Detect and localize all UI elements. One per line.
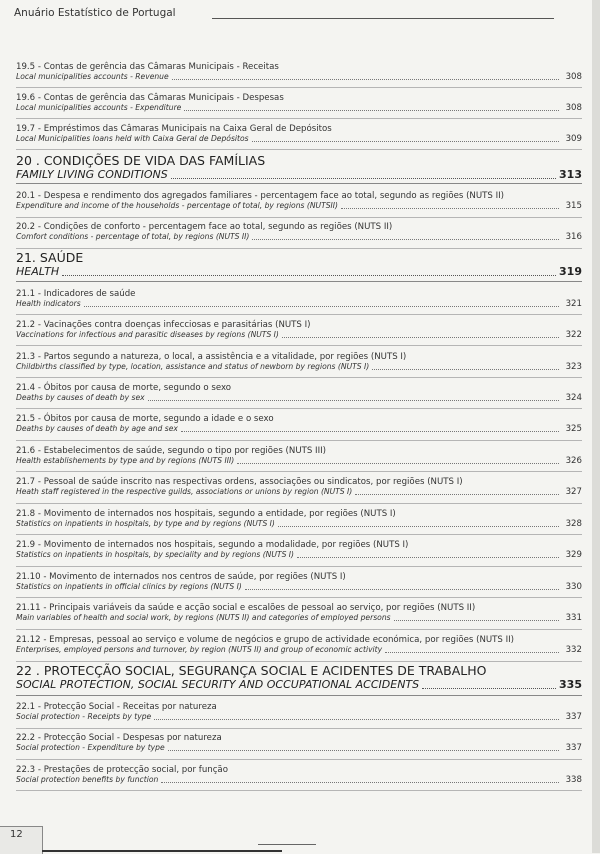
divider: [16, 728, 582, 729]
dot-leader: [245, 589, 559, 590]
toc-entry-page: 332: [565, 645, 582, 655]
divider: [16, 149, 582, 150]
toc-entry[interactable]: [16, 635, 582, 655]
toc-entry-page: 329: [565, 550, 582, 560]
divider: [16, 661, 582, 662]
toc-entry-title-en: Social protection - Expenditure by type: [16, 743, 165, 752]
toc-entry-page: 325: [565, 424, 582, 434]
dot-leader: [181, 431, 559, 432]
toc-entry-page: 316: [565, 232, 582, 242]
running-header-title: Anuário Estatístico de Portugal: [14, 7, 176, 19]
dot-leader: [148, 400, 559, 401]
dot-leader: [355, 494, 559, 495]
divider: [16, 471, 582, 472]
toc-entry[interactable]: [16, 702, 582, 722]
toc-entry-title-en: Health indicators: [16, 299, 81, 308]
toc-entry-page: 330: [565, 582, 582, 592]
divider: [16, 314, 582, 315]
chapter-page: 335: [559, 678, 582, 691]
toc-entry-page: 308: [565, 103, 582, 113]
toc-entry-title-pt: 21.1 - Indicadores de saúde: [16, 289, 136, 299]
toc-entry-title-pt: 21.9 - Movimento de internados nos hospitais, segundo a modalidade, por regiões (NUTS I): [16, 540, 409, 550]
dot-leader: [154, 719, 559, 720]
dot-leader: [341, 208, 559, 209]
chapter-title-en: SOCIAL PROTECTION, SOCIAL SECURITY AND OCCUPATIONAL ACCIDENTS: [16, 678, 420, 691]
toc-entry[interactable]: [16, 540, 582, 560]
toc-entry-page: 309: [565, 134, 582, 144]
toc-entry-title-en: Local Municipalities loans held with Caixa Geral de Depósitos: [16, 134, 249, 143]
toc-entry-page: 324: [565, 393, 582, 403]
dot-leader: [372, 369, 559, 370]
dot-leader: [62, 275, 556, 276]
toc-entry-title-pt: 21.11 - Principais variáveis da saúde e acção social e escalões de pessoal ao serviço, por regiões (NUTS II): [16, 603, 476, 613]
dot-leader: [385, 652, 559, 653]
chapter-title-en: FAMILY LIVING CONDITIONS: [16, 168, 168, 181]
divider: [16, 183, 582, 184]
toc-entry-title-pt: 21.8 - Movimento de internados nos hospitais, segundo a entidade, por regiões (NUTS I): [16, 509, 396, 519]
toc-entry[interactable]: [16, 603, 582, 623]
divider: [16, 217, 582, 218]
toc-entry-title-pt: 21.3 - Partos segundo a natureza, o local, a assistência e a vitalidade, por regiões (NUTS I): [16, 352, 407, 362]
toc-entry[interactable]: [16, 572, 582, 592]
dot-leader: [168, 750, 559, 751]
footer-rule: [42, 850, 282, 852]
toc-entry-title-en: Local municipalities accounts - Revenue: [16, 72, 169, 81]
toc-entry-title-pt: 21.6 - Estabelecimentos de saúde, segundo o tipo por regiões (NUTS III): [16, 446, 327, 456]
toc-entry[interactable]: [16, 414, 582, 434]
chapter-page: 313: [559, 168, 582, 181]
toc-entry-title-pt: 22.1 - Protecção Social - Receitas por natureza: [16, 702, 217, 712]
dot-leader: [252, 239, 559, 240]
divider: [16, 408, 582, 409]
toc-entry[interactable]: [16, 509, 582, 529]
toc-entry-title-pt: 20.2 - Condições de conforto - percentagem face ao total, segundo as regiões (NUTS II): [16, 222, 393, 232]
dot-leader: [184, 110, 559, 111]
toc-entry[interactable]: [16, 477, 582, 497]
toc-entry[interactable]: [16, 446, 582, 466]
toc-entry-title-pt: 22.2 - Protecção Social - Despesas por natureza: [16, 733, 222, 743]
toc-entry-page: 323: [565, 362, 582, 372]
divider: [16, 440, 582, 441]
toc-entry-title-en: Heath staff registered in the respective guilds, associations or unions by region (NUTS I): [16, 487, 353, 496]
toc-entry-title-pt: 19.6 - Contas de gerência das Câmaras Municipais - Despesas: [16, 93, 284, 103]
toc-entry-title-en: Childbirths classified by type, location, assistance and status of newborn by regions (NUTS I): [16, 362, 370, 371]
divider: [16, 118, 582, 119]
toc-entry-page: 308: [565, 72, 582, 82]
toc-entry-title-en: Main variables of health and social work, by regions (NUTS II) and categories of employed persons: [16, 613, 391, 622]
toc-entry-page: 331: [565, 613, 582, 623]
toc-entry-title-en: Enterprises, employed persons and turnover, by region (NUTS II) and group of economic activity: [16, 645, 383, 654]
dot-leader: [237, 463, 559, 464]
toc-entry-title-pt: 21.5 - Óbitos por causa de morte, segundo a idade e o sexo: [16, 414, 274, 424]
toc-entry-title-en: Social protection - Receipts by type: [16, 712, 152, 721]
divider: [16, 629, 582, 630]
toc-entry[interactable]: [16, 191, 582, 211]
toc-entry-title-pt: 21.12 - Empresas, pessoal ao serviço e volume de negócios e grupo de actividade económica, por regiões (NUTS II): [16, 635, 515, 645]
toc-entry-title-en: Vaccinations for infectious and parasitic diseases by regions (NUTS I): [16, 330, 279, 339]
divider: [16, 534, 582, 535]
header-rule: [212, 18, 554, 19]
toc-entry-page: 328: [565, 519, 582, 529]
toc-entry-title-pt: 19.5 - Contas de gerência das Câmaras Municipais - Receitas: [16, 62, 279, 72]
dot-leader: [422, 688, 556, 689]
divider: [16, 566, 582, 567]
divider: [16, 597, 582, 598]
divider: [16, 790, 582, 791]
toc-entry-title-en: Statistics on inpatients in hospitals, by speciality and by regions (NUTS I): [16, 550, 294, 559]
chapter-heading[interactable]: [16, 664, 582, 691]
toc-entry-title-en: Deaths by causes of death by age and sex: [16, 424, 178, 433]
toc-entry-title-en: Social protection benefits by function: [16, 775, 159, 784]
toc-entry[interactable]: [16, 222, 582, 242]
dot-leader: [282, 337, 559, 338]
chapter-title-pt: 21. SAÚDE: [16, 250, 84, 265]
toc-entry-page: 337: [565, 743, 582, 753]
dot-leader: [161, 782, 559, 783]
chapter-title-pt: 22 . PROTECÇÃO SOCIAL, SEGURANÇA SOCIAL E ACIDENTES DE TRABALHO: [16, 663, 487, 678]
toc-entry[interactable]: [16, 93, 582, 113]
chapter-heading[interactable]: [16, 251, 582, 278]
toc-entry-title-pt: 21.7 - Pessoal de saúde inscrito nas respectivas ordens, associações ou sindicatos, por regiões (NUTS I): [16, 477, 463, 487]
dot-leader: [171, 178, 556, 179]
toc-entry-title-en: Comfort conditions - percentage of total, by regions (NUTS II): [16, 232, 250, 241]
divider: [16, 695, 582, 696]
footer-rule-short: [258, 844, 316, 845]
toc-entry-title-pt: 20.1 - Despesa e rendimento dos agregados familiares - percentagem face ao total, segundo as regiões (NUTS II): [16, 191, 505, 201]
toc-entry-title-en: Deaths by causes of death by sex: [16, 393, 145, 402]
toc-entry-title-pt: 21.2 - Vacinações contra doenças infecciosas e parasitárias (NUTS I): [16, 320, 311, 330]
toc-entry[interactable]: [16, 765, 582, 785]
toc-entry-title-pt: 19.7 - Empréstimos das Câmaras Municipais na Caixa Geral de Depósitos: [16, 124, 332, 134]
chapter-title-pt: 20 . CONDIÇÕES DE VIDA DAS FAMÍLIAS: [16, 153, 266, 168]
toc-entry-title-en: Statistics on inpatients in official clinics by regions (NUTS I): [16, 582, 242, 591]
toc-entry-page: 315: [565, 201, 582, 211]
dot-leader: [297, 557, 559, 558]
toc-entry-title-pt: 21.10 - Movimento de internados nos centros de saúde, por regiões (NUTS I): [16, 572, 346, 582]
toc-entry[interactable]: [16, 383, 582, 403]
divider: [16, 281, 582, 282]
divider: [16, 87, 582, 88]
toc-entry-page: 321: [565, 299, 582, 309]
chapter-page: 319: [559, 265, 582, 278]
toc-entry-page: 338: [565, 775, 582, 785]
divider: [16, 759, 582, 760]
toc-entry-page: 322: [565, 330, 582, 340]
chapter-title-en: HEALTH: [16, 265, 60, 278]
toc-entry[interactable]: [16, 62, 582, 82]
divider: [16, 345, 582, 346]
divider: [16, 503, 582, 504]
toc-entry[interactable]: [16, 289, 582, 309]
chapter-heading[interactable]: [16, 154, 582, 181]
divider: [16, 248, 582, 249]
toc-entry[interactable]: [16, 352, 582, 372]
toc-entry[interactable]: [16, 320, 582, 340]
toc-entry-title-pt: 22.3 - Prestações de protecção social, por função: [16, 765, 228, 775]
page-edge: [592, 0, 600, 853]
toc-entry-title-en: Statistics on inpatients in hospitals, by type and by regions (NUTS I): [16, 519, 275, 528]
toc-entry[interactable]: [16, 124, 582, 144]
dot-leader: [84, 306, 559, 307]
page-number: 12: [10, 829, 23, 840]
toc-entry-page: 326: [565, 456, 582, 466]
dot-leader: [278, 526, 559, 527]
toc-entry-title-en: Expenditure and income of the households - percentage of total, by regions (NUTSII): [16, 201, 338, 210]
toc-entry-title-en: Local municipalities accounts - Expenditure: [16, 103, 182, 112]
dot-leader: [172, 79, 559, 80]
toc-entry-title-en: Health establishements by type and by regions (NUTS III): [16, 456, 235, 465]
divider: [16, 377, 582, 378]
dot-leader: [252, 141, 559, 142]
toc-entry-page: 327: [565, 487, 582, 497]
toc-entry-title-pt: 21.4 - Óbitos por causa de morte, segundo o sexo: [16, 383, 232, 393]
toc-entry-page: 337: [565, 712, 582, 722]
dot-leader: [394, 620, 559, 621]
toc-entry[interactable]: [16, 733, 582, 753]
